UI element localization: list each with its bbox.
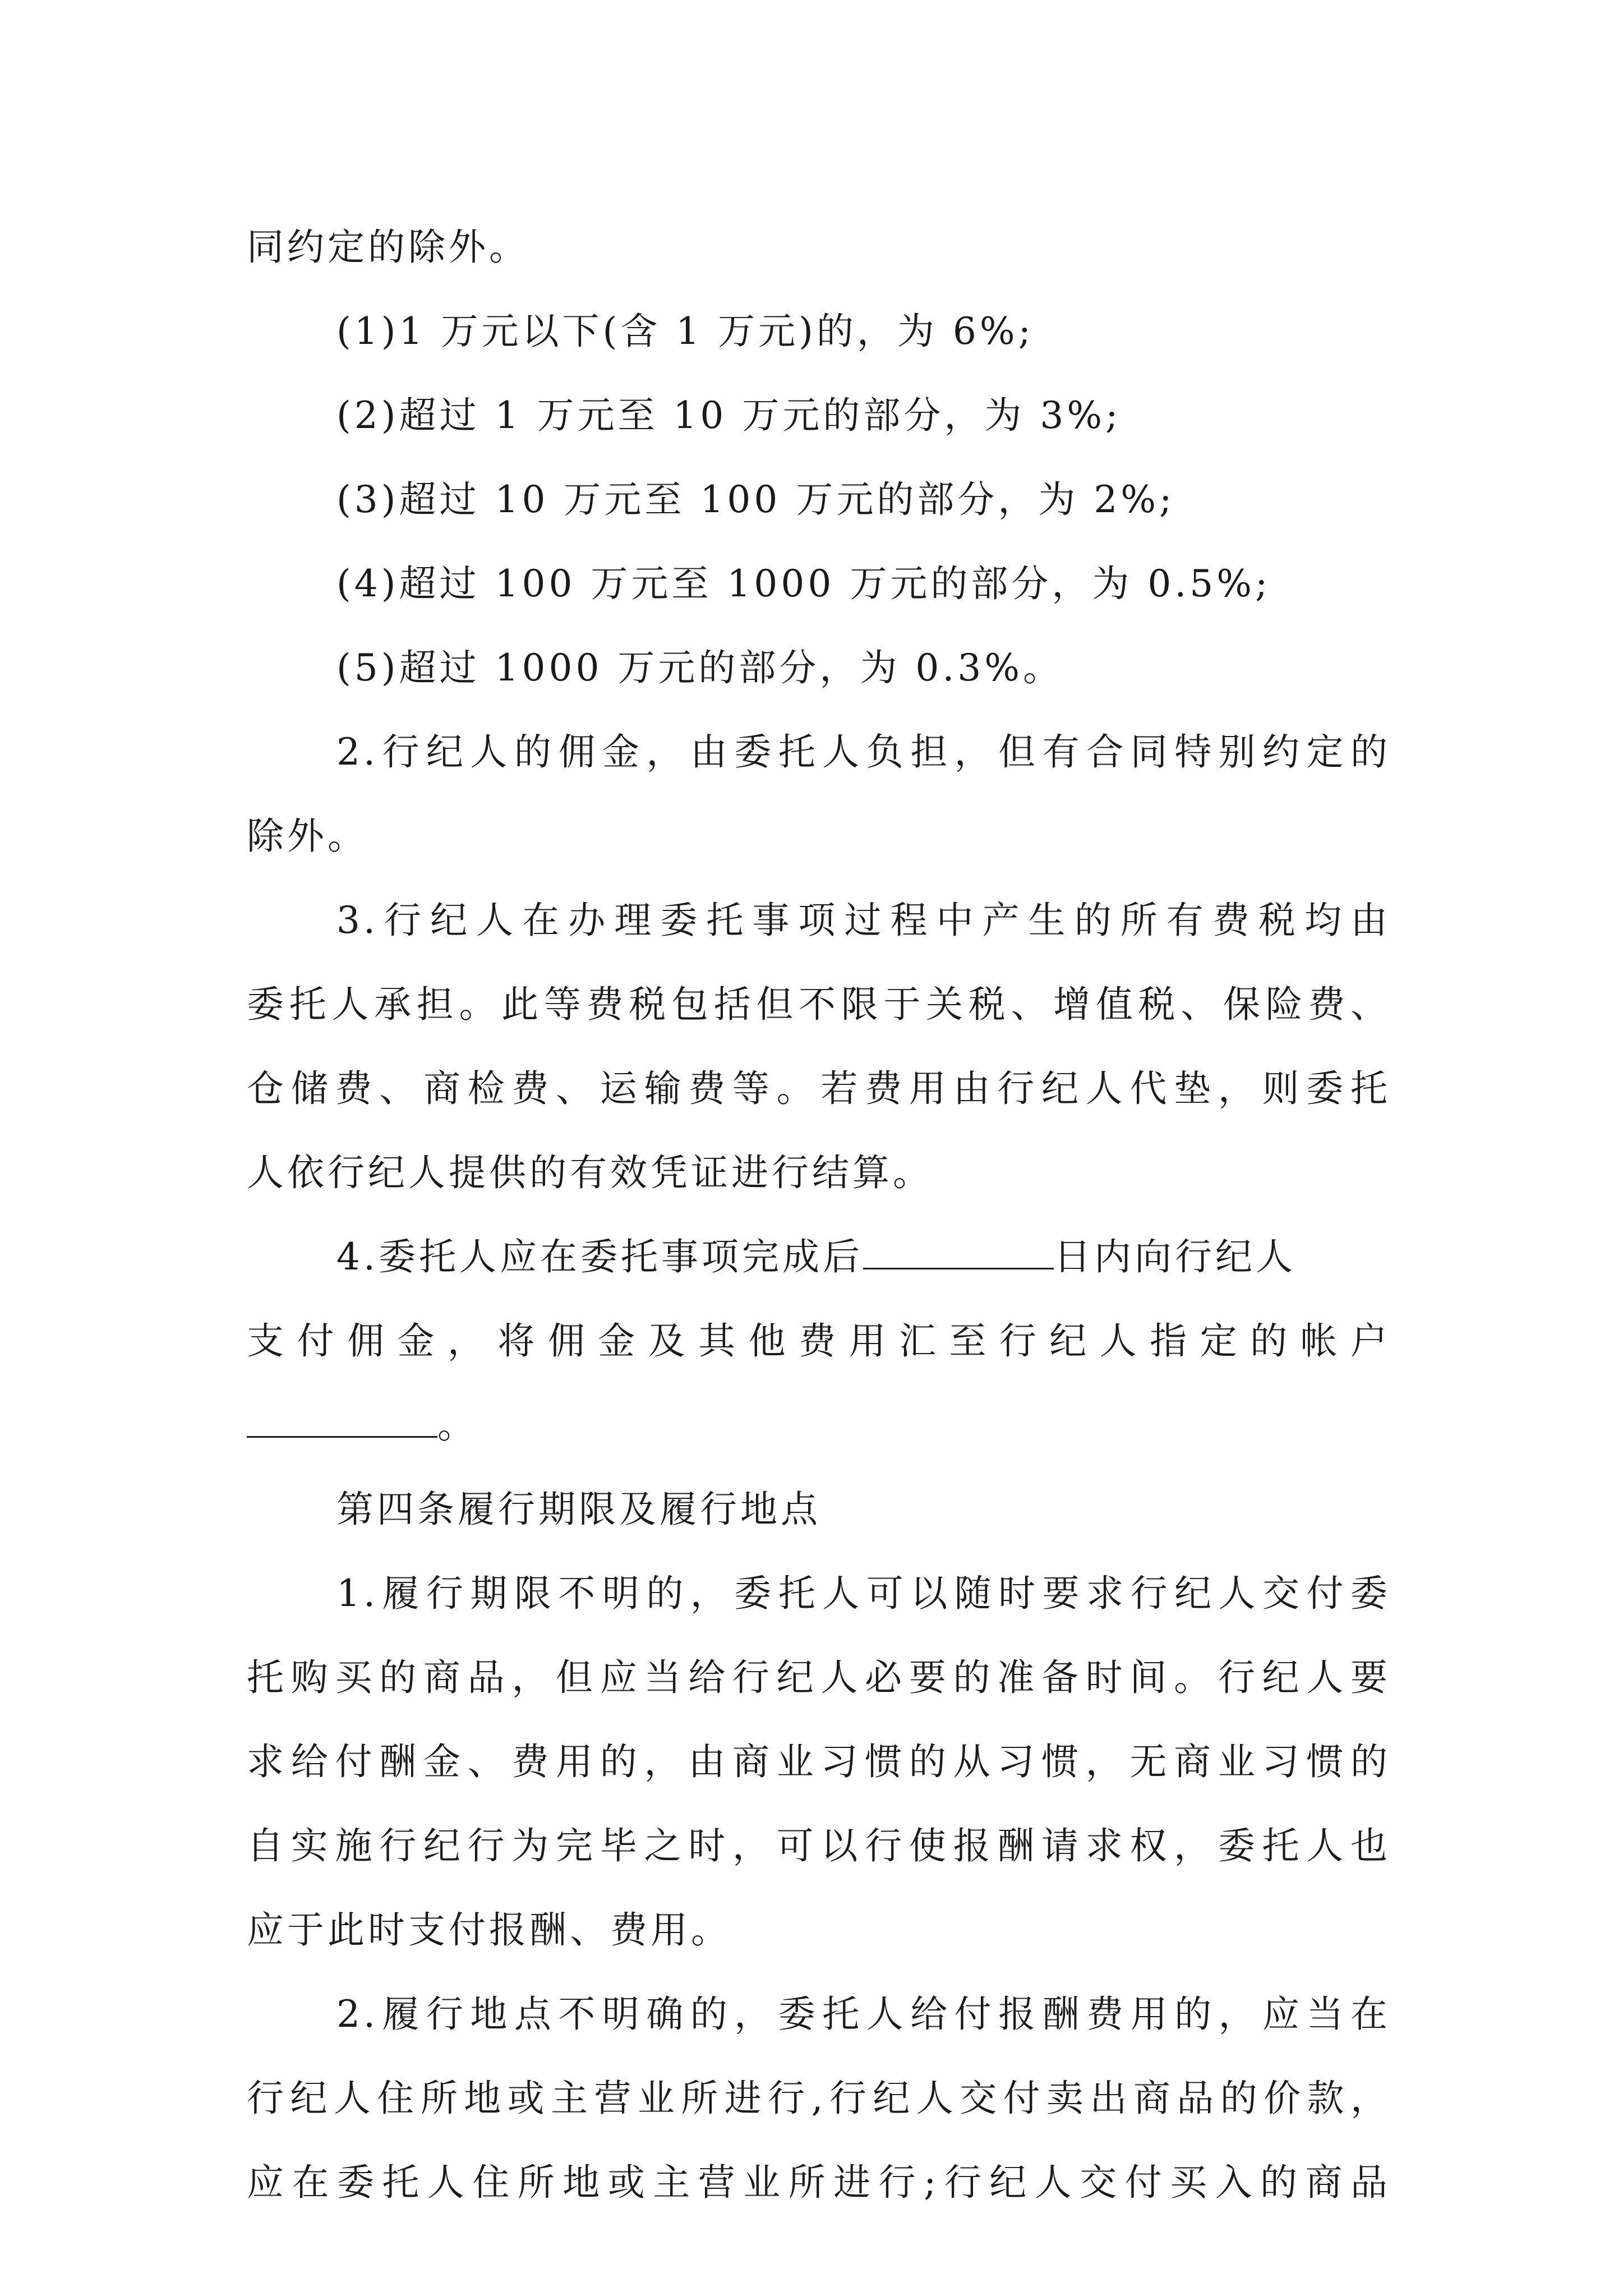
clause-3-line-2: 委托人承担。此等费税包括但不限于关税、增值税、保险费、 — [247, 983, 1391, 1026]
fee-tier-4: (4)超过 100 万元至 1000 万元的部分，为 0.5%; — [336, 562, 1271, 605]
article-4-heading: 第四条履行期限及履行地点 — [336, 1488, 821, 1531]
clause-4-end: 。 — [437, 1404, 478, 1447]
article-4-line-4: 自实施行纪行为完毕之时，可以行使报酬请求权，委托人也 — [247, 1824, 1391, 1867]
clause-3-line-3: 仓储费、商检费、运输费等。若费用由行纪人代垫，则委托 — [247, 1067, 1391, 1110]
article-4-line-7: 行纪人住所地或主营业所进行,行纪人交付卖出商品的价款， — [247, 2077, 1391, 2120]
document-body — [247, 205, 1391, 2225]
clause-3-line-1: 3.行纪人在办理委托事项过程中产生的所有费税均由 — [336, 899, 1391, 942]
clause-2-line-2: 除外。 — [247, 815, 368, 858]
article-4-line-5: 应于此时支付报酬、费用。 — [247, 1908, 731, 1952]
clause-2-line-1: 2.行纪人的佣金，由委托人负担，但有合同特别约定的 — [336, 730, 1391, 774]
clause-4-text-a: 4.委托人应在委托事项完成后 — [336, 1235, 863, 1278]
clause-3-line-4: 人依行纪人提供的有效凭证进行结算。 — [247, 1151, 933, 1194]
fee-tier-2: (2)超过 1 万元至 10 万元的部分，为 3%; — [336, 394, 1122, 437]
clause-4-line-1 — [247, 1215, 1391, 1299]
article-4-line-2: 托购买的商品，但应当给行纪人必要的准备时间。行纪人要 — [247, 1656, 1391, 1699]
fee-tier-1: (1)1 万元以下(含 1 万元)的，为 6%; — [336, 310, 1034, 353]
text-line: 同约定的除外。 — [247, 226, 529, 269]
article-4-line-3: 求给付酬金、费用的，由商业习惯的从习惯，无商业习惯的 — [247, 1740, 1391, 1783]
article-4-line-8: 应在委托人住所地或主营业所进行;行纪人交付买入的商品 — [247, 2161, 1391, 2204]
clause-4-line-3 — [247, 1383, 1391, 1467]
article-4-line-1: 1.履行期限不明的，委托人可以随时要求行纪人交付委 — [336, 1572, 1391, 1615]
clause-4-line-2: 支付佣金，将佣金及其他费用汇至行纪人指定的帐户 — [247, 1319, 1391, 1363]
account-blank-field[interactable] — [247, 1405, 437, 1438]
article-4-line-6: 2.履行地点不明确的，委托人给付报酬费用的，应当在 — [336, 1993, 1391, 2036]
fee-tier-3: (3)超过 10 万元至 100 万元的部分，为 2%; — [336, 478, 1175, 521]
days-blank-field[interactable] — [863, 1236, 1054, 1269]
fee-tier-5: (5)超过 1000 万元的部分，为 0.3%。 — [336, 646, 1064, 689]
clause-4-text-b: 日内向行纪人 — [1053, 1235, 1296, 1278]
